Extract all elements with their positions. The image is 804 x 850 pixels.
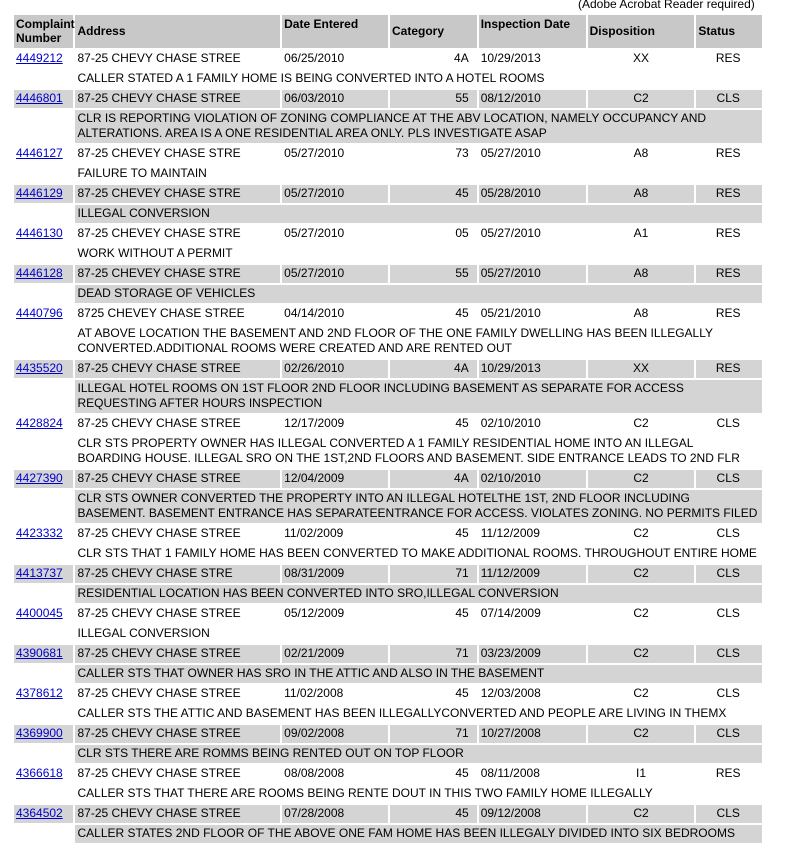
address-cell: 87-25 CHEVY CHASE STREE xyxy=(77,606,241,620)
inspection-date-cell: 11/12/2009 xyxy=(480,526,540,540)
complaint-number-cell xyxy=(14,525,73,543)
inspection-date-cell: 10/29/2013 xyxy=(480,51,541,65)
inspection-date-cell: 08/11/2008 xyxy=(480,766,540,780)
complaint-number-link[interactable]: 4446130 xyxy=(16,226,63,240)
header-inspection-date: Inspection Date xyxy=(479,15,586,48)
disposition-cell: C2 xyxy=(633,416,649,430)
inspection-date-cell: 02/10/2010 xyxy=(479,470,586,488)
complaint-number-link[interactable]: 4366618 xyxy=(16,766,63,780)
complaint-number-cell xyxy=(14,265,73,283)
complaint-number-cell xyxy=(14,605,73,623)
disposition-cell: C2 xyxy=(633,686,649,700)
disposition-cell: C2 xyxy=(588,90,695,108)
date-entered-cell: 05/27/2010 xyxy=(284,226,345,240)
disposition-cell: C2 xyxy=(633,526,649,540)
complaint-description-row xyxy=(14,435,762,468)
complaint-row xyxy=(14,685,762,703)
date-entered-cell: 12/17/2009 xyxy=(284,416,345,430)
address-cell: 87-25 CHEVY CHASE STREE xyxy=(77,51,241,65)
address-cell: 87-25 CHEVEY CHASE STRE xyxy=(77,226,241,240)
inspection-date-cell: 05/28/2010 xyxy=(479,185,586,203)
complaint-number-link[interactable]: 4400045 xyxy=(16,606,63,620)
complaint-row xyxy=(14,145,762,163)
inspection-date-cell: 10/29/2013 xyxy=(479,360,586,378)
complaint-row xyxy=(14,565,762,583)
category-cell: 4A xyxy=(390,360,477,378)
complaint-number-cell xyxy=(14,50,73,68)
address-cell: 87-25 CHEVY CHASE STREE xyxy=(75,645,280,663)
category-cell: 05 xyxy=(455,226,469,240)
disposition-cell: XX xyxy=(588,360,695,378)
complaint-description-row xyxy=(14,245,762,263)
status-cell: RES xyxy=(715,766,741,780)
header-date-entered: Date Entered xyxy=(282,15,388,48)
date-entered-cell: 05/12/2009 xyxy=(284,606,345,620)
complaint-number-cell xyxy=(14,725,73,743)
date-entered-cell: 02/26/2010 xyxy=(282,360,388,378)
date-entered-cell: 06/25/2010 xyxy=(284,51,345,65)
category-cell: 45 xyxy=(455,766,469,780)
category-cell: 55 xyxy=(390,265,477,283)
description-spacer xyxy=(14,435,73,468)
description-spacer xyxy=(14,205,73,223)
complaint-number-link[interactable]: 4435520 xyxy=(16,361,63,375)
category-cell: 45 xyxy=(390,185,477,203)
complaint-description-row xyxy=(14,325,762,358)
date-entered-cell: 02/21/2009 xyxy=(282,645,388,663)
inspection-date-cell: 03/23/2009 xyxy=(479,645,586,663)
complaint-number-cell xyxy=(14,145,73,163)
category-cell: 73 xyxy=(455,146,469,160)
table-header-row xyxy=(14,15,762,48)
description-spacer xyxy=(14,825,73,843)
address-cell: 87-25 CHEVY CHASE STREE xyxy=(77,416,241,430)
disposition-cell: C2 xyxy=(588,805,695,823)
complaint-description: CALLER STS THAT OWNER HAS SRO IN THE ATTIC AND ALSO IN THE BASEMENT xyxy=(75,665,762,683)
inspection-date-cell: 02/10/2010 xyxy=(480,416,541,430)
complaint-description: CLR STS THAT 1 FAMILY HOME HAS BEEN CONVERTED TO MAKE ADDITIONAL ROOMS. THROUGHOUT ENTIRE HOME xyxy=(77,546,757,560)
complaint-description-row xyxy=(14,380,762,413)
complaint-description-row xyxy=(14,745,762,763)
description-spacer xyxy=(14,585,73,603)
address-cell: 87-25 CHEVEY CHASE STRE xyxy=(75,185,280,203)
address-cell: 87-25 CHEVEY CHASE STRE xyxy=(75,265,280,283)
description-spacer xyxy=(14,165,73,183)
disposition-cell: C2 xyxy=(588,470,695,488)
category-cell: 45 xyxy=(455,416,469,430)
complaint-number-link[interactable]: 4449212 xyxy=(16,51,63,65)
inspection-date-cell: 08/12/2010 xyxy=(479,90,586,108)
complaint-description-row xyxy=(14,490,762,523)
status-cell: RES xyxy=(715,51,741,65)
complaint-number-link[interactable]: 4390681 xyxy=(16,646,63,660)
complaint-row xyxy=(14,305,762,323)
complaint-description: FAILURE TO MAINTAIN xyxy=(77,166,207,180)
description-spacer xyxy=(14,110,73,143)
complaint-number-cell xyxy=(14,360,73,378)
inspection-date-cell: 09/12/2008 xyxy=(479,805,586,823)
complaint-description: CALLER STS THE ATTIC AND BASEMENT HAS BEEN ILLEGALLYCONVERTED AND PEOPLE ARE LIVING IN THEMX xyxy=(77,706,727,720)
complaint-description-row xyxy=(14,165,762,183)
description-spacer xyxy=(14,325,73,358)
date-entered-cell: 07/28/2008 xyxy=(282,805,388,823)
complaint-number-link[interactable]: 4446127 xyxy=(16,146,63,160)
complaint-number-link[interactable]: 4378612 xyxy=(16,686,63,700)
complaint-description: CLR STS OWNER CONVERTED THE PROPERTY INTO AN ILLEGAL HOTELTHE 1ST, 2ND FLOOR INCLUDING BASEMENT. BASEMENT ENTRANCE HAS SEPARATEENTRANCE FOR ACCESS. VIOLATES ZONING. NO PERMITS FILED xyxy=(75,490,762,523)
date-entered-cell: 11/02/2008 xyxy=(284,686,344,700)
inspection-date-cell: 10/27/2008 xyxy=(479,725,586,743)
date-entered-cell: 05/27/2010 xyxy=(284,146,345,160)
complaint-number-link[interactable]: 4364502 xyxy=(16,806,63,820)
category-cell: 45 xyxy=(455,526,469,540)
description-spacer xyxy=(14,490,73,523)
complaint-row xyxy=(14,360,762,378)
status-cell: RES xyxy=(715,146,741,160)
complaint-description-row xyxy=(14,70,762,88)
complaint-number-cell xyxy=(14,470,73,488)
date-entered-cell: 08/31/2009 xyxy=(282,565,388,583)
complaint-number-cell xyxy=(14,185,73,203)
complaint-number-cell xyxy=(14,225,73,243)
address-cell: 87-25 CHEVY CHASE STREE xyxy=(75,470,280,488)
category-cell: 71 xyxy=(390,725,477,743)
status-cell: CLS xyxy=(716,416,740,430)
complaint-number-link[interactable]: 4427390 xyxy=(16,471,63,485)
date-entered-cell: 11/02/2009 xyxy=(284,526,344,540)
complaint-description: CALLER STS THAT THERE ARE ROOMS BEING RENTE DOUT IN THIS TWO FAMILY HOME ILLEGALLY xyxy=(77,786,653,800)
category-cell: 55 xyxy=(390,90,477,108)
complaint-row xyxy=(14,805,762,823)
description-spacer xyxy=(14,380,73,413)
disposition-cell: I1 xyxy=(635,766,646,780)
complaint-description: DEAD STORAGE OF VEHICLES xyxy=(75,285,762,303)
description-spacer xyxy=(14,665,73,683)
complaint-number-link[interactable]: 4423332 xyxy=(16,526,63,540)
date-entered-cell: 08/08/2008 xyxy=(284,766,345,780)
status-cell: RES xyxy=(715,306,741,320)
inspection-date-cell: 05/21/2010 xyxy=(480,306,541,320)
status-cell: RES xyxy=(696,185,762,203)
complaint-description-row xyxy=(14,205,762,223)
inspection-date-cell: 05/27/2010 xyxy=(480,146,541,160)
complaint-number-cell xyxy=(14,90,73,108)
complaint-row xyxy=(14,225,762,243)
disposition-cell: C2 xyxy=(588,645,695,663)
complaint-row xyxy=(14,185,762,203)
category-cell: 45 xyxy=(390,805,477,823)
complaint-number-link[interactable]: 4413737 xyxy=(16,566,63,580)
header-disposition: Disposition xyxy=(588,15,695,48)
complaint-description-row xyxy=(14,545,762,563)
description-spacer xyxy=(14,285,73,303)
complaint-description: CLR IS REPORTING VIOLATION OF ZONING COMPLIANCE AT THE ABV LOCATION, NAMELY OCCUPANCY AND ALTERATIONS. AREA IS A ONE RESIDENTIAL AREA ONLY. PLS INVESTIGATE ASAP xyxy=(75,110,762,143)
complaint-description-row xyxy=(14,785,762,803)
date-entered-cell: 06/03/2010 xyxy=(282,90,388,108)
date-entered-cell: 05/27/2010 xyxy=(282,185,388,203)
description-spacer xyxy=(14,785,73,803)
status-cell: RES xyxy=(696,360,762,378)
description-spacer xyxy=(14,245,73,263)
address-cell: 87-25 CHEVY CHASE STREE xyxy=(77,526,241,540)
complaint-description: AT ABOVE LOCATION THE BASEMENT AND 2ND FLOOR OF THE ONE FAMILY DWELLING HAS BEEN ILLEGALLY CONVERTED.ADDITIONAL ROOMS WERE CREATED AND ARE RENTED OUT xyxy=(77,326,713,355)
complaint-description: ILLEGAL CONVERSION xyxy=(75,205,762,223)
complaint-number-cell xyxy=(14,765,73,783)
address-cell: 87-25 CHEVEY CHASE STRE xyxy=(77,146,241,160)
complaint-number-link[interactable]: 4369900 xyxy=(16,726,63,740)
header-complaint-number: Complaint Number xyxy=(14,15,73,48)
complaint-row xyxy=(14,265,762,283)
disposition-cell: A8 xyxy=(633,146,649,160)
inspection-date-cell: 07/14/2009 xyxy=(480,606,541,620)
status-cell: CLS xyxy=(716,526,740,540)
complaint-number-cell xyxy=(14,415,73,433)
complaint-row xyxy=(14,605,762,623)
status-cell: RES xyxy=(715,226,741,240)
complaint-number-link[interactable]: 4446129 xyxy=(16,186,63,200)
complaint-row xyxy=(14,50,762,68)
address-cell: 87-25 CHEVY CHASE STREE xyxy=(77,766,241,780)
category-cell: 45 xyxy=(455,686,469,700)
complaint-row xyxy=(14,90,762,108)
address-cell: 87-25 CHEVY CHASE STREE xyxy=(75,360,280,378)
complaint-description-row xyxy=(14,625,762,643)
status-cell: CLS xyxy=(716,606,740,620)
status-cell: CLS xyxy=(696,470,762,488)
complaint-number-link[interactable]: 4446128 xyxy=(16,266,63,280)
disposition-cell: XX xyxy=(632,51,649,65)
complaint-row xyxy=(14,525,762,543)
complaint-description: ILLEGAL CONVERSION xyxy=(77,626,210,640)
address-cell: 87-25 CHEVY CHASE STREE xyxy=(75,725,280,743)
date-entered-cell: 09/02/2008 xyxy=(282,725,388,743)
complaint-row xyxy=(14,725,762,743)
complaint-description-row xyxy=(14,825,762,843)
complaint-row xyxy=(14,470,762,488)
complaint-number-link[interactable]: 4428824 xyxy=(16,416,63,430)
complaint-number-cell xyxy=(14,805,73,823)
status-cell: CLS xyxy=(696,805,762,823)
complaint-row xyxy=(14,415,762,433)
category-cell: 45 xyxy=(455,306,469,320)
date-entered-cell: 05/27/2010 xyxy=(282,265,388,283)
status-cell: CLS xyxy=(696,725,762,743)
complaint-description-row xyxy=(14,285,762,303)
complaint-number-cell xyxy=(14,645,73,663)
complaint-description: WORK WITHOUT A PERMIT xyxy=(77,246,233,260)
inspection-date-cell: 11/12/2009 xyxy=(479,565,586,583)
complaint-number-link[interactable]: 4440796 xyxy=(16,306,63,320)
acrobat-reader-note: (Adobe Acrobat Reader required) xyxy=(578,0,755,11)
category-cell: 45 xyxy=(455,606,469,620)
disposition-cell: A1 xyxy=(633,226,649,240)
disposition-cell: C2 xyxy=(633,606,649,620)
category-cell: 71 xyxy=(390,565,477,583)
description-spacer xyxy=(14,705,73,723)
status-cell: CLS xyxy=(716,686,740,700)
complaint-description: CALLER STATES 2ND FLOOR OF THE ABOVE ONE FAM HOME HAS BEEN ILLEGALY DIVIDED INTO SIX BEDROOMS xyxy=(75,825,762,843)
status-cell: CLS xyxy=(696,90,762,108)
complaint-row xyxy=(14,645,762,663)
complaint-description: CALLER STATED A 1 FAMILY HOME IS BEING CONVERTED INTO A HOTEL ROOMS xyxy=(77,71,545,85)
category-cell: 4A xyxy=(390,470,477,488)
disposition-cell: A8 xyxy=(588,265,695,283)
category-cell: 71 xyxy=(390,645,477,663)
inspection-date-cell: 05/27/2010 xyxy=(479,265,586,283)
inspection-date-cell: 12/03/2008 xyxy=(480,686,541,700)
category-cell: 4A xyxy=(454,51,469,65)
description-spacer xyxy=(14,625,73,643)
status-cell: RES xyxy=(696,265,762,283)
status-cell: CLS xyxy=(696,565,762,583)
disposition-cell: A8 xyxy=(588,185,695,203)
complaint-description: CLR STS PROPERTY OWNER HAS ILLEGAL CONVERTED A 1 FAMILY RESIDENTIAL HOME INTO AN ILLEGAL BOARDING HOUSE. ILLEGAL SRO ON THE 1ST,2ND FLOORS AND BASEMENT. SIDE ENTRANCE LEADS TO 2ND FLR xyxy=(77,436,740,465)
inspection-date-cell: 05/27/2010 xyxy=(480,226,541,240)
description-spacer xyxy=(14,545,73,563)
complaint-number-cell xyxy=(14,305,73,323)
complaint-number-cell xyxy=(14,685,73,703)
address-cell: 87-25 CHEVY CHASE STREE xyxy=(75,90,280,108)
disposition-cell: C2 xyxy=(588,725,695,743)
date-entered-cell: 12/04/2009 xyxy=(282,470,388,488)
complaint-description-row xyxy=(14,705,762,723)
complaints-table xyxy=(12,13,764,845)
description-spacer xyxy=(14,745,73,763)
address-cell: 87-25 CHEVY CHASE STREE xyxy=(75,805,280,823)
address-cell: 8725 CHEVEY CHASE STREE xyxy=(77,306,245,320)
complaint-description: ILLEGAL HOTEL ROOMS ON 1ST FLOOR 2ND FLOOR INCLUDING BASEMENT AS SEPARATE FOR ACCESS REQUESTING AFTER HOURS INSPECTION xyxy=(75,380,762,413)
status-cell: CLS xyxy=(696,645,762,663)
complaint-rows xyxy=(14,50,762,843)
header-status: Status xyxy=(696,15,762,48)
complaint-number-cell xyxy=(14,565,73,583)
date-entered-cell: 04/14/2010 xyxy=(284,306,345,320)
complaint-description: RESIDENTIAL LOCATION HAS BEEN CONVERTED INTO SRO,ILLEGAL CONVERSION xyxy=(75,585,762,603)
complaint-description-row xyxy=(14,585,762,603)
address-cell: 87-25 CHEVY CHASE STREE xyxy=(77,686,241,700)
complaint-description-row xyxy=(14,110,762,143)
header-category: Category xyxy=(390,15,477,48)
disposition-cell: C2 xyxy=(588,565,695,583)
complaint-row xyxy=(14,765,762,783)
complaint-number-link[interactable]: 4446801 xyxy=(16,91,63,105)
complaint-description: CLR STS THERE ARE ROMMS BEING RENTED OUT ON TOP FLOOR xyxy=(75,745,762,763)
description-spacer xyxy=(14,70,73,88)
header-address: Address xyxy=(75,15,280,48)
disposition-cell: A8 xyxy=(633,306,649,320)
address-cell: 87-25 CHEVY CHASE STRE xyxy=(75,565,280,583)
complaint-description-row xyxy=(14,665,762,683)
